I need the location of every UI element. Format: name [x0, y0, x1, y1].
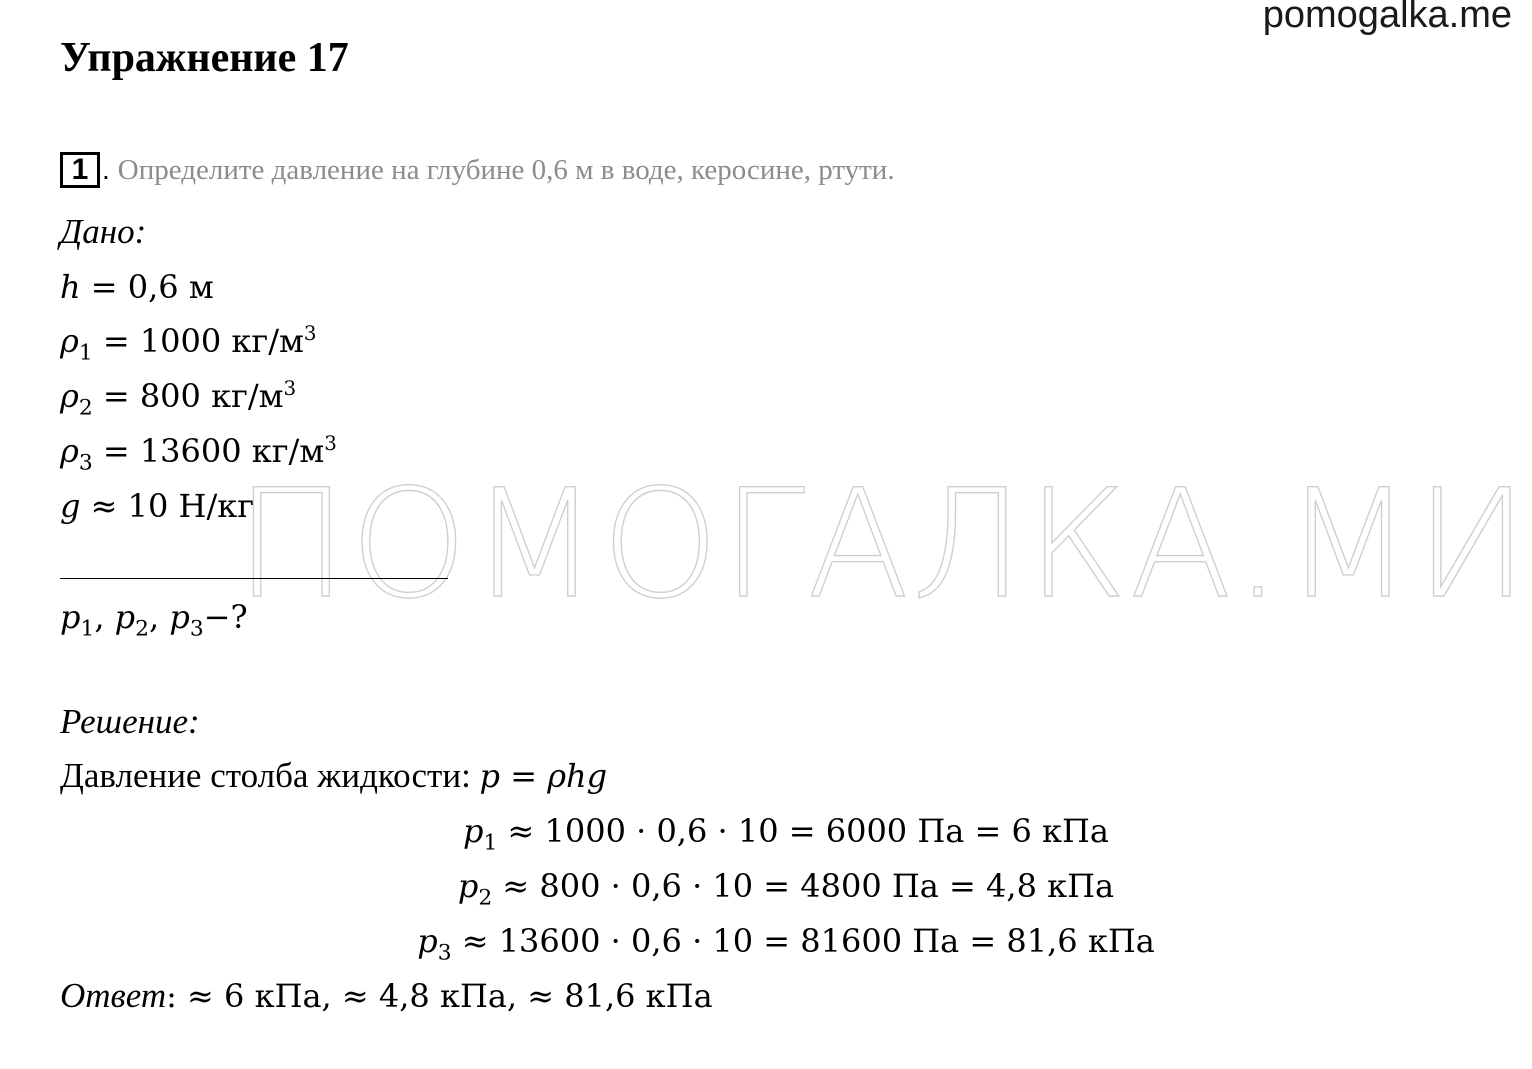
site-name: pomogalka.me: [1262, 0, 1512, 36]
subscript: 2: [478, 885, 493, 911]
var-rho: ρ: [60, 432, 79, 470]
subscript: 1: [78, 340, 93, 366]
var-h: h: [60, 268, 81, 306]
calc-line-2: [0, 867, 1532, 911]
given-rho3: [60, 432, 337, 476]
subscript: 1: [80, 616, 95, 642]
var-p: p: [114, 598, 136, 636]
subscript: 2: [78, 395, 93, 421]
answer-label: Ответ: [60, 976, 167, 1015]
formula-eq: =: [500, 757, 548, 795]
calc-line-1: [0, 812, 1532, 856]
var-p: p: [60, 598, 81, 636]
solution-label: Решение:: [60, 702, 200, 741]
task-statement: [60, 152, 895, 188]
given-h: [60, 268, 214, 306]
find-question: −?: [203, 598, 248, 636]
given-label: Дано:: [60, 212, 147, 251]
given-h-value: = 0,6 м: [80, 268, 214, 306]
watermark: ПОМОГАЛКА.МИ: [235, 458, 1531, 632]
formula-p: p: [479, 757, 501, 795]
subscript: 3: [189, 616, 204, 642]
task-number: 1: [60, 152, 100, 188]
formula-rhs: ρhg: [547, 757, 608, 795]
page-title: Упражнение 17: [60, 35, 349, 81]
var-p: p: [463, 812, 484, 850]
superscript: 3: [324, 432, 337, 456]
answer-text: : ≈ 6 кПа, ≈ 4,8 кПа, ≈ 81,6 кПа: [166, 977, 713, 1015]
solution-intro: [60, 756, 607, 796]
given-rho2: [60, 377, 296, 421]
calc-2-value: ≈ 800 · 0,6 · 10 = 4800 Па = 4,8 кПа: [492, 867, 1115, 905]
calc-1-value: ≈ 1000 · 0,6 · 10 = 6000 Па = 6 кПа: [497, 812, 1109, 850]
given-g-value: ≈ 10 Н/кг: [80, 487, 254, 525]
given-g: [60, 487, 254, 525]
var-p: p: [169, 598, 190, 636]
given-rho2-value: = 800 кг/м: [92, 377, 284, 415]
calc-3-value: ≈ 13600 · 0,6 · 10 = 81600 Па = 81,6 кПа: [451, 922, 1155, 960]
given-rho1: [60, 322, 316, 366]
calc-line-3: [0, 922, 1532, 966]
comma: ,: [149, 598, 170, 636]
answer-line: [60, 976, 713, 1016]
solution-intro-text: Давление столба жидкости:: [60, 756, 480, 795]
comma: ,: [94, 598, 115, 636]
given-rho3-value: = 13600 кг/м: [92, 432, 325, 470]
given-rho1-value: = 1000 кг/м: [92, 322, 304, 360]
task-text: Определите давление на глубине 0,6 м в воде, керосине, ртути.: [117, 153, 895, 186]
subscript: 3: [437, 940, 452, 966]
given-divider: [60, 578, 448, 579]
var-g: g: [60, 487, 81, 525]
find-line: [60, 598, 248, 642]
var-rho: ρ: [60, 322, 79, 360]
superscript: 3: [283, 377, 297, 401]
var-p: p: [457, 867, 479, 905]
var-p: p: [417, 922, 438, 960]
subscript: 3: [78, 450, 93, 476]
var-rho: ρ: [60, 377, 79, 415]
superscript: 3: [303, 322, 317, 346]
subscript: 1: [483, 830, 498, 856]
subscript: 2: [135, 616, 149, 642]
task-number-dot: .: [102, 154, 110, 185]
